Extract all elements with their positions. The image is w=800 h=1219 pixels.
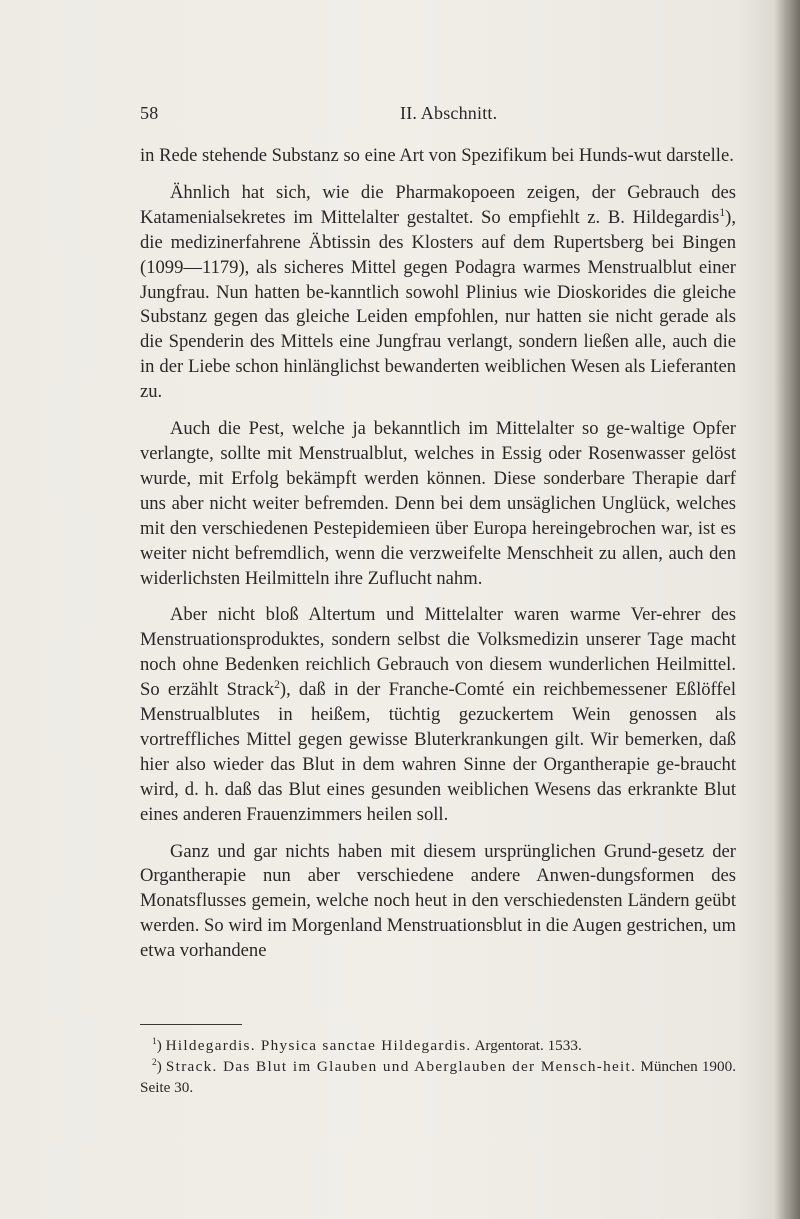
page-header [140, 103, 740, 129]
footnote-marker: 2 [274, 678, 280, 691]
paragraph-text: ), die medizinerfahrene Äbtissin des Klosters auf dem Rupertsberg bei Bingen (1099—1179), als sicheres Mittel gegen Podagra warmes Menstrualblut einer Jungfrau. Nun hatten be-kanntlich sowohl Plinius wie Dioskorides die gleiche Substanz gegen das gleiche Leiden empfohlen, nur hatten sie nicht gerade als die Spenderin des Mittels eine Jungfrau verlangt, sondern ließen alle, auch die in der Liebe schon hinlänglichst bewanderten weiblichen Wesen als Lieferanten zu. [140, 206, 736, 403]
paragraph-1 [140, 144, 736, 169]
paragraph-5 [140, 840, 736, 965]
footnote-number: 1 [152, 1036, 157, 1047]
running-head: II. Abschnitt. [400, 103, 498, 123]
paragraph-text: Ähnlich hat sich, wie die Pharmakopoeen zeigen, der Gebrauch des Katamenialsekretes im Mittelalter gestaltet. So empfiehlt z. B. Hildegardis [140, 181, 736, 228]
footnote-number: 2 [152, 1057, 157, 1068]
paragraph-2 [140, 181, 736, 405]
footnote-publication: München 1900. Seite 30. [140, 1058, 736, 1096]
paragraph-text: Aber nicht bloß Altertum und Mittelalter waren warme Ver-ehrer des Menstruationsproduktes, sondern selbst die Volksmedizin unserer Tage macht noch ohne Bedenken reichlich Gebrauch von diesem wunderlichen Heilmittel. So erzählt Strack [140, 604, 736, 701]
paragraph-text: Ganz und gar nichts haben mit diesem ursprünglichen Grund-gesetz der Organtherapie nun aber verschiedene andere Anwen-dungsformen des Monatsflusses gemein, welche noch heut in den verschiedensten Ländern geübt werden. So wird im Morgenland Menstruationsblut in die Augen gestrichen, um etwa vorhandene [140, 840, 736, 962]
page-number: 58 [140, 103, 159, 123]
footnote-author-title: Strack. Das Blut im Glauben und Aberglauben der Mensch-heit. [165, 1058, 637, 1075]
paragraph-3 [140, 417, 736, 591]
footnote-divider [140, 1024, 242, 1025]
footnote-1: $^1$) Hildegardis. Physica sanctae Hildegardis. Argentorat. 1533. [152, 1036, 582, 1054]
footnote-2: $^2$) Strack. Das Blut im Glauben und Aberglauben der Mensch-heit. München 1900. Seite 30. [140, 1057, 736, 1096]
footnote-marker: 1 [719, 206, 726, 219]
footnote-publication: Argentorat. 1533. [471, 1037, 582, 1054]
paragraph-4 [140, 603, 736, 827]
footnote-author-title: Hildegardis. Physica sanctae Hildegardis. [165, 1037, 472, 1054]
paragraph-text: Auch die Pest, welche ja bekanntlich im Mittelalter so ge-waltige Opfer verlangte, sollte mit Menstrualblut, welches in Essig oder Rosenwasser gelöst wurde, mit Erfolg bekämpft werden können. Diese sonderbare Therapie darf uns aber nicht weiter befremden. Denn bei dem unsäglichen Unglück, welches mit den verschiedenen Pestepidemieen über Europa hereingebrochen war, ist es weiter nicht befremdlich, wenn die verzweifelte Menschheit zu allen, auch den widerlichsten Heilmitteln ihre Zuflucht nahm. [140, 418, 736, 589]
paragraph-text: in Rede stehende Substanz so eine Art von Spezifikum bei Hunds-wut darstelle. [140, 145, 734, 166]
page-gutter-shadow [774, 0, 800, 1219]
footnotes [140, 1035, 736, 1098]
body-text [140, 144, 736, 964]
paragraph-text: ), daß in der Franche-Comté ein reichbemessener Eßlöffel Menstrualblutes in heißem, tüchtig gezuckertem Wein genossen als vortreffliches Mittel gegen gewisse Bluterkrankungen gilt. Wir bemerken, daß hier also wieder das Blut in dem wahren Sinne der Organtherapie ge-braucht wird, d. h. daß das Blut eines gesunden weiblichen Wesens das erkrankte Blut eines anderen Frauenzimmers heilen soll. [140, 679, 737, 825]
